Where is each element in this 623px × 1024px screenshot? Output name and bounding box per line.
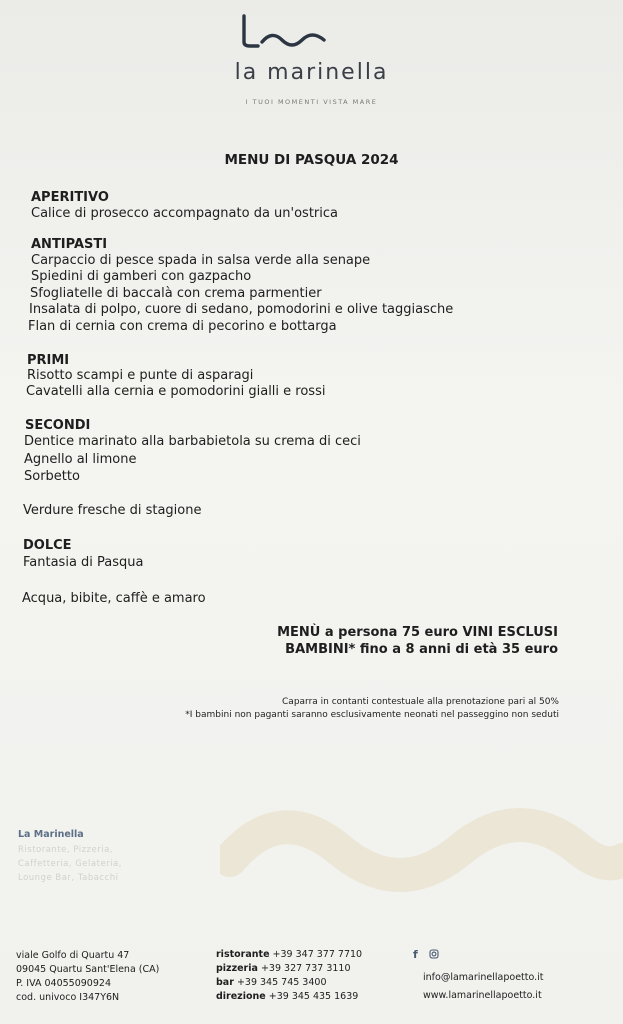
menu-item-verdure: Verdure fresche di stagione — [23, 503, 202, 518]
contact-label: ristorante — [216, 949, 270, 960]
menu-item: Carpaccio di pesce spada in salsa verde alla senape — [31, 253, 371, 268]
section-heading-dolce: DOLCE — [23, 538, 72, 553]
footer-brand-name: La Marinella — [18, 829, 84, 840]
menu-item: Cavatelli alla cernia e pomodorini gialli e rossi — [26, 384, 326, 399]
address-line: 09045 Quartu Sant'Elena (CA) — [16, 964, 160, 975]
menu-item: Dentice marinato alla barbabietola su crema di ceci — [24, 434, 361, 449]
brand-tagline: I TUOI MOMENTI VISTA MARE — [245, 98, 378, 106]
section-heading-aperitivo: APERITIVO — [31, 190, 109, 205]
contact-phone: +39 347 377 7710 — [272, 949, 363, 960]
menu-title: MENU DI PASQUA 2024 — [224, 152, 399, 168]
menu-item: Sorbetto — [24, 469, 80, 484]
section-heading-primi: PRIMI — [27, 353, 70, 368]
contact-phone: +39 327 737 3110 — [260, 963, 351, 974]
contact-bar — [216, 977, 327, 988]
children-note: *I bambini non paganti saranno esclusivamente neonati nel passeggino non seduti — [185, 710, 559, 720]
contact-phone: +39 345 435 1639 — [268, 991, 359, 1002]
contact-pizzeria — [216, 963, 351, 974]
menu-item: Insalata di polpo, cuore di sedano, pomodorini e olive taggiasche — [29, 302, 454, 317]
footer-desc-line: Ristorante, Pizzeria, — [18, 845, 114, 855]
menu-item: Risotto scampi e punte di asparagi — [27, 368, 254, 383]
menu-item: Agnello al limone — [24, 452, 137, 467]
brand-name: la marinella — [234, 60, 389, 85]
address-line: P. IVA 04055090924 — [16, 978, 111, 989]
address-line: cod. univoco I347Y6N — [16, 992, 120, 1003]
menu-item: Fantasia di Pasqua — [23, 555, 144, 570]
contact-label: pizzeria — [216, 963, 258, 974]
facebook-icon[interactable]: f — [413, 948, 418, 961]
section-heading-antipasti: ANTIPASTI — [31, 237, 108, 252]
footer-website[interactable]: www.lamarinellapoetto.it — [423, 990, 542, 1001]
deposit-note: Caparra in contanti contestuale alla prenotazione pari al 50% — [282, 697, 559, 707]
decorative-wave — [220, 790, 623, 940]
instagram-icon[interactable] — [429, 949, 439, 959]
address-line: viale Golfo di Quartu 47 — [16, 950, 130, 961]
footer-desc-line: Lounge Bar, Tabacchi — [18, 873, 119, 883]
contact-phone: +39 345 745 3400 — [236, 977, 327, 988]
footer-desc-line: Caffetteria, Gelateria, — [18, 859, 122, 869]
logo-wave-icon — [238, 12, 330, 52]
section-heading-secondi: SECONDI — [25, 418, 91, 433]
menu-item: Spiedini di gamberi con gazpacho — [31, 269, 252, 284]
menu-item: Flan di cernia con crema di pecorino e bottarga — [28, 319, 337, 334]
price-children: BAMBINI* fino a 8 anni di età 35 euro — [285, 642, 558, 657]
footer-email[interactable]: info@lamarinellapoetto.it — [423, 972, 544, 983]
price-adults: MENÙ a persona 75 euro VINI ESCLUSI — [277, 625, 558, 640]
contact-label: bar — [216, 977, 234, 988]
menu-item-bevande: Acqua, bibite, caffè e amaro — [22, 591, 206, 606]
menu-item: Calice di prosecco accompagnato da un'ostrica — [31, 206, 338, 221]
menu-item: Sfogliatelle di baccalà con crema parmentier — [30, 286, 322, 301]
social-icons — [413, 948, 439, 961]
contact-label: direzione — [216, 991, 266, 1002]
contact-ristorante — [216, 949, 362, 960]
contact-direzione — [216, 991, 358, 1002]
